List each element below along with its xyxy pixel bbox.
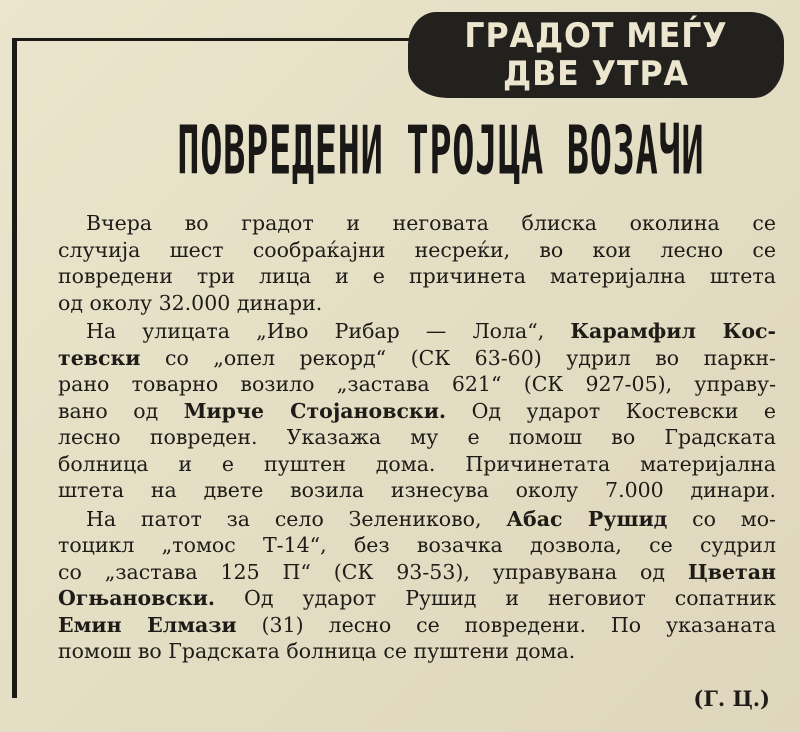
person-name: Абас Рушид <box>506 506 668 531</box>
person-name: Мирче Стојановски. <box>183 398 447 423</box>
person-name: Емин Елмази <box>58 612 237 637</box>
rubric-line-2: ДВЕ УТРА <box>503 54 689 94</box>
paragraph-2 <box>58 318 776 504</box>
article-headline: ПОВРЕДЕНИ ТРОЈЦА ВОЗАЧИ <box>177 112 705 191</box>
text-line: случија шест сообраќајни несреќи, во кои лесно се <box>58 237 776 262</box>
text-run: На патот за село Зелениково, <box>86 506 507 531</box>
person-name: Огњановски. <box>58 586 216 610</box>
paragraph-1 <box>58 210 776 316</box>
person-name: Карамфил Кос- <box>570 319 776 343</box>
text-line: штета на двете возила изнесува околу 7.000 динари. <box>58 478 776 502</box>
text-run: со „опел рекорд“ (СК 63-60) удрил во паркн- <box>140 345 776 370</box>
text-run: вано од <box>58 398 184 423</box>
text-line: помош во Градската болница се пуштени дома. <box>58 639 576 663</box>
text-run: Од ударот Рушид и неговиот сопатник <box>215 586 776 610</box>
text-line <box>58 559 776 586</box>
text-run: На улицата „Иво Рибар — Лола“, <box>86 319 571 343</box>
text-run: со „застава 125 П“ (СК 93-53), управувана од <box>58 559 688 584</box>
text-run: (31) лесно се повредени. По указаната <box>236 612 776 637</box>
text-line <box>58 585 776 612</box>
text-line: тоцикл „томос Т-14“, без возачка дозвола, се судрил <box>58 533 776 557</box>
text-line <box>58 345 776 372</box>
text-line <box>58 398 776 425</box>
text-line <box>58 612 776 639</box>
text-line: рано товарно возило „застава 621“ (СК 927-05), управу- <box>58 372 776 396</box>
text-line: повредени три лица и е причинета материјална штета <box>58 264 776 288</box>
text-line: лесно повреден. Указажа му е помош во Градската <box>58 425 776 449</box>
rubric-line-1: ГРАДОТ МЕЃУ <box>464 16 728 56</box>
text-line: од околу 32.000 динари. <box>58 290 323 315</box>
person-name: Цветан <box>687 559 776 584</box>
person-name: тевски <box>58 345 141 370</box>
section-rubric <box>408 12 784 98</box>
text-line <box>86 318 776 345</box>
paragraph-3 <box>58 506 776 665</box>
left-border-rule <box>12 38 17 698</box>
text-run: Од ударот Костевски е <box>446 398 776 423</box>
top-border-rule <box>12 38 412 41</box>
text-line: Вчера во градот и неговата блиска околина се <box>86 211 776 235</box>
text-line: болница и е пуштен дома. Причинетата материјална <box>58 451 776 476</box>
text-line <box>86 506 776 533</box>
author-signature: (Г. Ц.) <box>693 686 770 711</box>
text-run: со мо- <box>667 506 776 531</box>
article-body <box>58 210 776 667</box>
